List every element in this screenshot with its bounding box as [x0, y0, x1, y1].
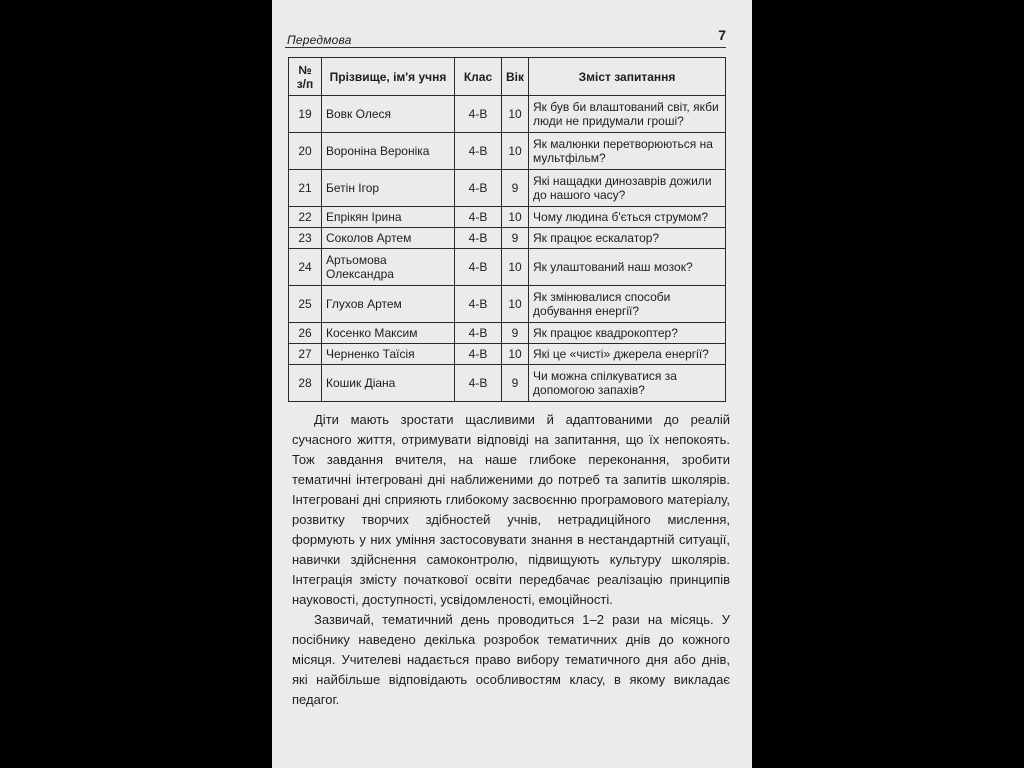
cell-age: 9	[502, 323, 529, 344]
col-header-number: № з/п	[289, 58, 322, 96]
cell-age: 10	[502, 249, 529, 286]
cell-class: 4-В	[455, 249, 502, 286]
cell-class: 4-В	[455, 344, 502, 365]
cell-class: 4-В	[455, 96, 502, 133]
cell-question: Як змінювалися способи добування енергії?	[529, 286, 726, 323]
cell-class: 4-В	[455, 365, 502, 402]
cell-age: 10	[502, 207, 529, 228]
cell-number: 23	[289, 228, 322, 249]
page-number: 7	[718, 27, 726, 43]
body-text	[292, 410, 730, 710]
cell-number: 27	[289, 344, 322, 365]
cell-class: 4-В	[455, 170, 502, 207]
cell-class: 4-В	[455, 133, 502, 170]
table-row	[289, 228, 726, 249]
cell-number: 19	[289, 96, 322, 133]
table-row	[289, 249, 726, 286]
cell-number: 28	[289, 365, 322, 402]
cell-age: 10	[502, 344, 529, 365]
col-header-class: Клас	[455, 58, 502, 96]
cell-question: Які нащадки динозаврів дожили до нашого часу?	[529, 170, 726, 207]
cell-age: 10	[502, 96, 529, 133]
cell-age: 10	[502, 286, 529, 323]
section-title: Передмова	[287, 33, 352, 47]
cell-class: 4-В	[455, 228, 502, 249]
paragraph-1: Діти мають зростати щасливими й адаптованими до реалій сучасного життя, отримувати відповіді на запитання, що їх непокоять. Тож завдання вчителя, на наше глибоке переконання, зробити тематичні інтегровані дні наближеними до потреб та запитів школярів. Інтегровані дні сприяють глибокому засвоєнню програмового матеріалу, розвитку творчих здібностей учнів, нетрадиційного мислення, формують у них уміння застосовувати знання в нестандартній ситуації, навички здійснення самоконтролю, підвищують культуру школярів. Інтеграція змісту початкової освіти передбачає реалізацію принципів науковості, доступності, усвідомленості, емоційності.	[292, 412, 730, 607]
table-row	[289, 323, 726, 344]
cell-question: Як працює квадрокоптер?	[529, 323, 726, 344]
cell-number: 20	[289, 133, 322, 170]
paragraph-2: Зазвичай, тематичний день проводиться 1–2 рази на місяць. У посібнику наведено декілька розробок тематичних днів до кожного місяця. Учителеві надається право вибору тематичного дня або днів, які найбільше відповідають особливостям класу, в якому викладає педагог.	[292, 612, 730, 707]
cell-name: Глухов Артем	[322, 286, 455, 323]
book-page	[272, 0, 752, 768]
col-header-age: Вік	[502, 58, 529, 96]
cell-number: 25	[289, 286, 322, 323]
table-row	[289, 207, 726, 228]
cell-age: 9	[502, 170, 529, 207]
table-header-row	[289, 58, 726, 96]
cell-number: 26	[289, 323, 322, 344]
cell-question: Чому людина б'ється струмом?	[529, 207, 726, 228]
cell-question: Як малюнки перетворюються на мультфільм?	[529, 133, 726, 170]
cell-question: Як улаштований наш мозок?	[529, 249, 726, 286]
col-header-name: Прізвище, ім'я учня	[322, 58, 455, 96]
questions-table	[288, 57, 726, 402]
cell-name: Вовк Олеся	[322, 96, 455, 133]
table-row	[289, 286, 726, 323]
cell-name: Бетін Ігор	[322, 170, 455, 207]
table-row	[289, 133, 726, 170]
table-row	[289, 365, 726, 402]
table-row	[289, 96, 726, 133]
cell-question: Чи можна спілкуватися за допомогою запахів?	[529, 365, 726, 402]
col-header-question: Зміст запитання	[529, 58, 726, 96]
cell-name: Вороніна Вероніка	[322, 133, 455, 170]
cell-number: 21	[289, 170, 322, 207]
cell-name: Соколов Артем	[322, 228, 455, 249]
cell-age: 9	[502, 365, 529, 402]
cell-class: 4-В	[455, 207, 502, 228]
cell-age: 10	[502, 133, 529, 170]
running-header	[285, 27, 726, 48]
cell-number: 24	[289, 249, 322, 286]
cell-age: 9	[502, 228, 529, 249]
cell-name: Косенко Максим	[322, 323, 455, 344]
table-body	[289, 96, 726, 402]
cell-name: Епрікян Ірина	[322, 207, 455, 228]
cell-name: Артьомова Олександра	[322, 249, 455, 286]
cell-question: Як працює ескалатор?	[529, 228, 726, 249]
cell-class: 4-В	[455, 286, 502, 323]
table-row	[289, 170, 726, 207]
table-row	[289, 344, 726, 365]
cell-question: Які це «чисті» джерела енергії?	[529, 344, 726, 365]
cell-number: 22	[289, 207, 322, 228]
cell-name: Черненко Таїсія	[322, 344, 455, 365]
cell-question: Як був би влаштований світ, якби люди не придумали гроші?	[529, 96, 726, 133]
cell-name: Кошик Діана	[322, 365, 455, 402]
cell-class: 4-В	[455, 323, 502, 344]
